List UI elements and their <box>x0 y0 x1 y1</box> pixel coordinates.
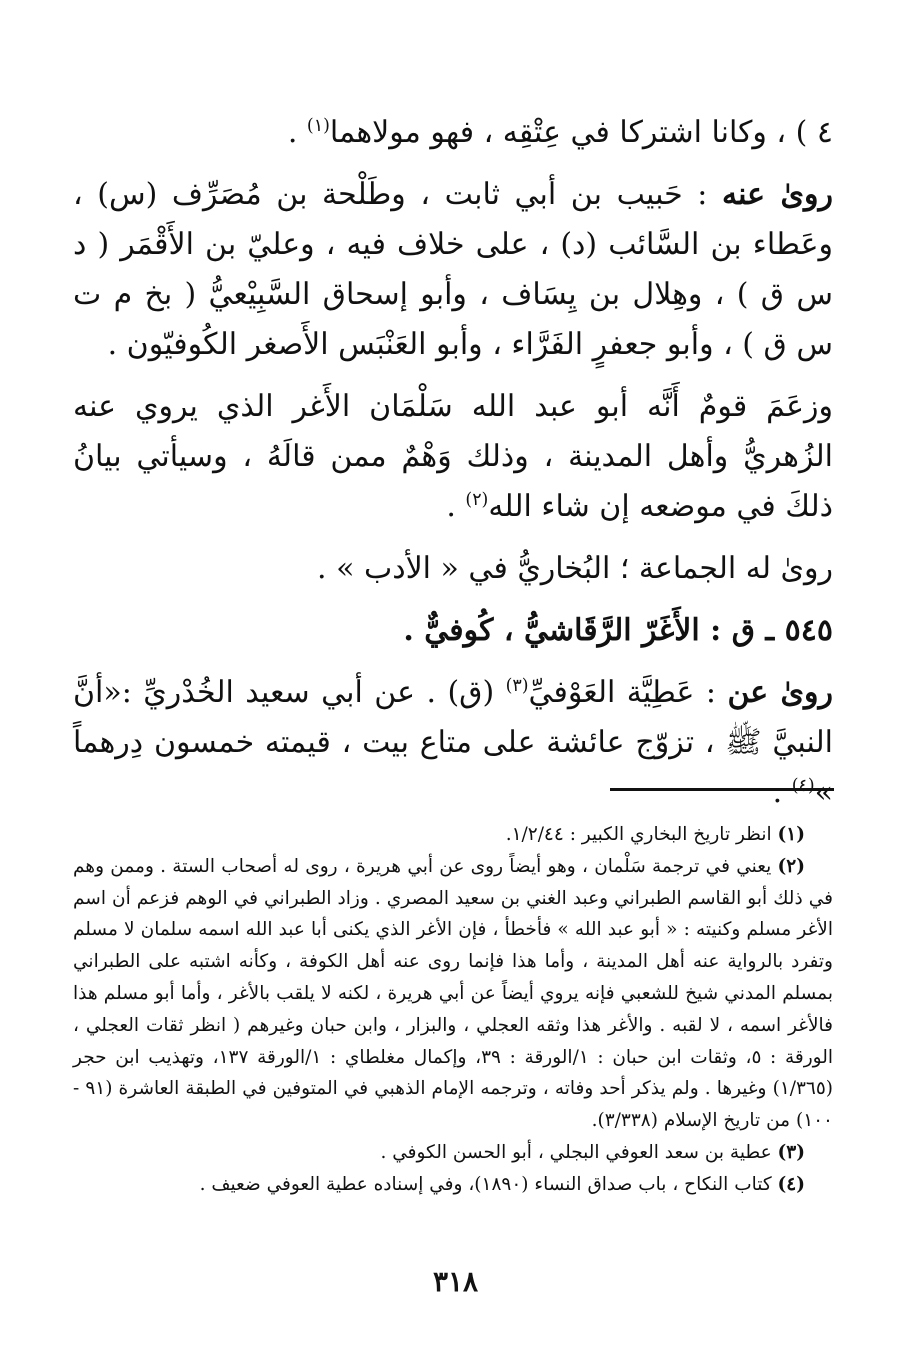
section-lead: روىٰ عنه <box>722 177 833 212</box>
paragraph-text: ٤ ) ، وكانا اشتركا في عِتْقِه ، فهو مولاهما <box>329 115 833 150</box>
footnote-text: عطية بن سعد العوفي البجلي ، أبو الحسن الكوفي . <box>380 1141 778 1163</box>
footnote-ref-2[interactable]: (٢) <box>465 490 489 510</box>
footnotes-section <box>73 819 833 1201</box>
paragraph-text: وزعَمَ قومٌ أَنَّه أبو عبد الله سَلْمَان الأَغر الذي يروي عنه الزُهريُّ وأهل المدينة ، وذلك وَهْمٌ ممن قالَهُ ، وسيأتي بيانُ ذلكَ في موضعه إن شاء الله <box>73 389 833 524</box>
entry-heading <box>73 606 833 656</box>
footnote-marker: (٤) <box>777 1173 805 1195</box>
footnote-text: انظر تاريخ البخاري الكبير : ١/٢/٤٤. <box>505 824 778 845</box>
paragraph-narrated-by <box>73 544 833 594</box>
section-lead: روىٰ عن <box>727 675 834 710</box>
paragraph-continuation <box>73 108 833 158</box>
paragraph-narrated-on-authority <box>73 668 833 818</box>
footnote-item <box>73 1169 833 1201</box>
footnote-item <box>73 851 833 1137</box>
footnote-ref-1[interactable]: (١) <box>306 116 330 136</box>
footnote-marker: (٢) <box>777 855 805 877</box>
footnote-ref-4[interactable]: (٤) <box>791 776 815 796</box>
paragraph-text: : حَبيب بن أبي ثابت ، وطَلْحة بن مُصَرِّف (س) ، وعَطاء بن السَّائب (د) ، على خلاف فيه ، وعليّ بن الأَقْمَر ( د س ق ) ، وهِلال بن يِسَاف ، وأبو إسحاق السَّبِيْعيُّ ( بخ م ت س ق ) ، وأبو جعفرٍ الفَرَّاء ، وأبو العَنْبَس الأَصغر الكُوفيّون . <box>73 177 833 362</box>
paragraph-text-continued: (ق) . عن أبي سعيد الخُدْريِّ :«أنَّ النبيَّ ﷺ ، تزوّج عائشة على متاع بيت ، قيمته خمسون دِرهماً » <box>73 675 833 810</box>
paragraph-narrated-from-him <box>73 170 833 370</box>
page-number: ٣١٨ <box>432 1265 479 1298</box>
paragraph-text: : عَطِيَّة العَوْفيِّ <box>528 675 728 710</box>
paragraph-tail: . <box>446 489 466 524</box>
entry-title: ٥٤٥ ـ ق : الأَغَرّ الرَّقَاشيُّ ، كُوفيٌّ . <box>403 613 833 648</box>
footnote-text: كتاب النكاح ، باب صداق النساء (١٨٩٠)، وفي إسناده عطية العوفي ضعيف . <box>199 1173 778 1195</box>
footnote-item <box>73 1137 833 1169</box>
footnote-marker: (٣) <box>777 1141 805 1163</box>
footnote-ref-3[interactable]: (٣) <box>505 676 529 696</box>
footnote-text: يعني في ترجمة سَلْمان ، وهو أيضاً روى عن أبي هريرة ، روى له أصحاب الستة . وممن وهم في ذلك أبو القاسم الطبراني وعبد الغني بن سعيد المصري . وزاد الطبراني في الوهم فزعم أن اسم الأغر مسلم وكنيته : « أبو عبد الله » فأخطأ ، فإن الأغر الذي يكنى أبا عبد الله اسمه سلمان لا مسلم وتفرد بالرواية عنه أهل المدينة ، وأما هذا فإنما روى عنه أهل الكوفة ، وكأنه اشتبه على الطبراني بمسلم المدني شيخ للشعبي فإنه يروي أيضاً عن أبي هريرة ، لكنه لا يلقب بالأغر ، وأما أبو مسلم هذا فالأغر اسمه ، لا لقبه . والأغر هذا وثقه العجلي ، والبزار ، وابن حبان وغيرهم ( انظر ثقات العجلي ، الورقة : ٥، وثقات ابن حبان : ١/الورقة : ٣٩، وإكمال مغلطاي : ١/الورقة ١٣٧، وتهذيب ابن حجر (١/٣٦٥) وغيرها . ولم يذكر أحد وفاته ، وترجمه الإمام الذهبي في المتوفين في الطبقة العاشرة (٩١ - ١٠٠) من تاريخ الإسلام (٣/٣٣٨). <box>73 855 834 1132</box>
footnote-divider <box>610 788 834 791</box>
paragraph-text: روىٰ له الجماعة ؛ البُخاريُّ في « الأدب » . <box>317 551 833 586</box>
footnote-marker: (١) <box>777 824 805 845</box>
paragraph-claim <box>73 382 833 532</box>
paragraph-tail: . <box>287 115 307 150</box>
main-text-body <box>73 108 833 818</box>
footnote-item <box>73 819 833 851</box>
paragraph-tail: . <box>772 775 792 810</box>
